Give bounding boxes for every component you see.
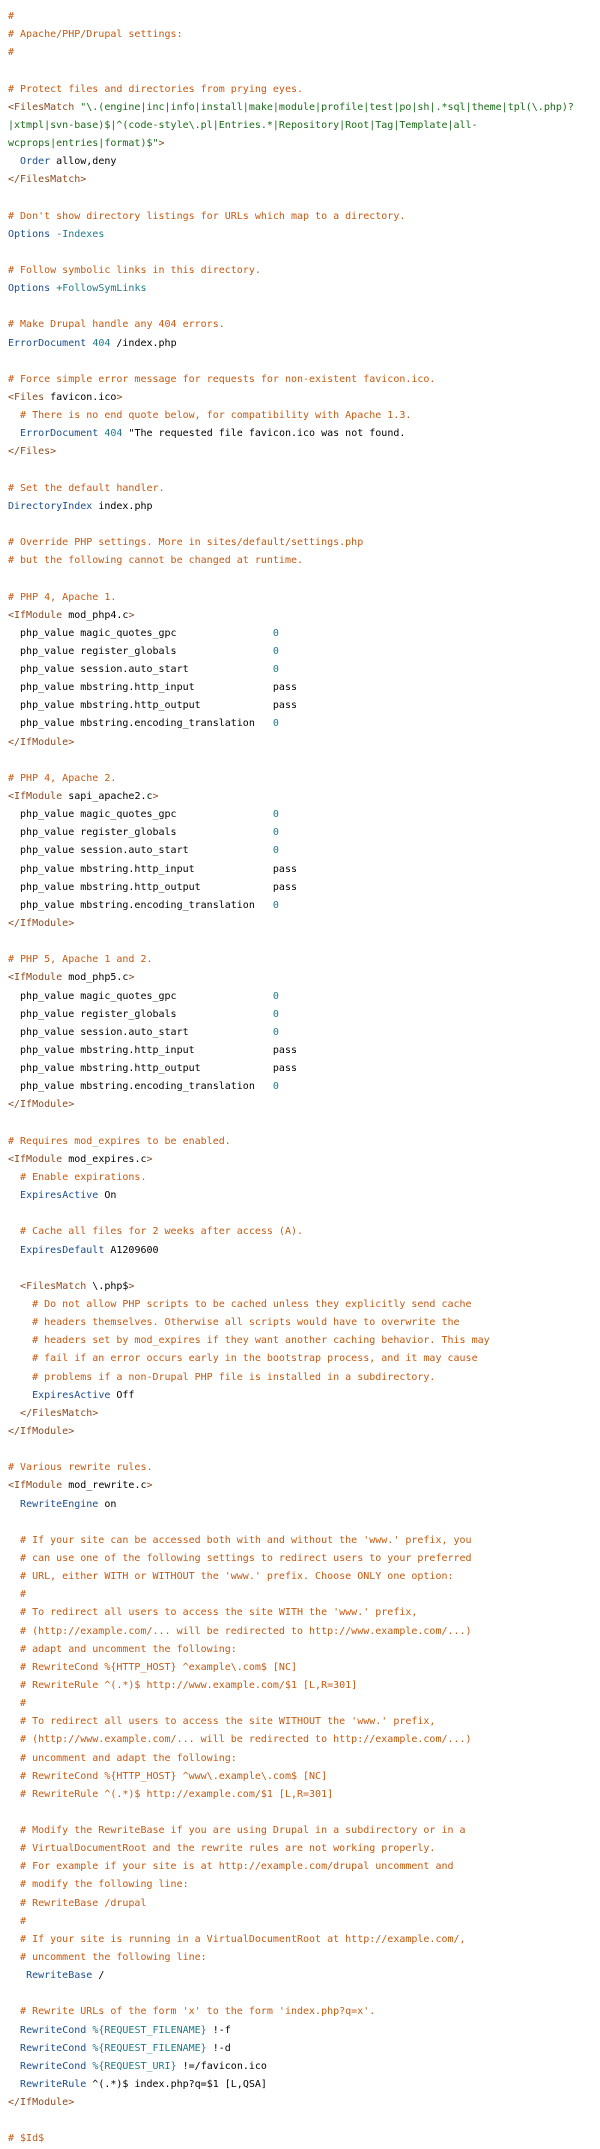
code-text bbox=[8, 2079, 20, 2090]
code-text: php_value mbstring.http_input pass bbox=[8, 863, 297, 875]
code-text: php_value register_globals bbox=[8, 1008, 273, 1020]
code-line bbox=[8, 1550, 592, 1568]
code-line bbox=[8, 661, 592, 679]
code-line bbox=[8, 462, 592, 480]
code-comment: # bbox=[8, 47, 15, 59]
code-line bbox=[8, 752, 592, 770]
code-line bbox=[8, 1804, 592, 1822]
code-comment: # $Id$ bbox=[8, 2133, 45, 2145]
code-line bbox=[8, 679, 592, 697]
code-line bbox=[8, 1024, 592, 1042]
code-line bbox=[8, 298, 592, 316]
code-text: A1209600 bbox=[104, 1244, 159, 1256]
code-tag: > bbox=[152, 791, 159, 803]
code-text: allow,deny bbox=[50, 156, 117, 168]
code-comment: # Make Drupal handle any 404 errors. bbox=[8, 319, 225, 331]
code-line bbox=[8, 1314, 592, 1332]
code-line bbox=[8, 1695, 592, 1713]
code-line bbox=[8, 1115, 592, 1133]
code-comment: # Don't show directory listings for URLs which map to a directory. bbox=[8, 210, 406, 222]
code-comment: # uncomment the following line: bbox=[8, 1952, 207, 1964]
code-line bbox=[8, 44, 592, 62]
code-tag: <IfModule bbox=[8, 791, 69, 803]
code-line bbox=[8, 1514, 592, 1532]
code-value: 0 bbox=[272, 1081, 279, 1093]
code-text bbox=[8, 1390, 32, 1401]
code-comment: # Enable expirations. bbox=[8, 1172, 147, 1183]
code-string: |xtmpl|svn-base)$|^(code-style\.pl|Entries.*|Repository|Root|Tag|Template|all- bbox=[8, 119, 478, 131]
code-text: / bbox=[92, 1970, 105, 1982]
code-comment: # RewriteRule ^(.*)$ http://example.com/$1 [L,R=301] bbox=[8, 1788, 334, 1800]
code-comment: # RewriteCond %{HTTP_HOST} ^www\.example\.com$ [NC] bbox=[8, 1770, 328, 1782]
code-directive: RewriteBase bbox=[26, 1970, 93, 1982]
code-line bbox=[8, 1623, 592, 1641]
code-line bbox=[8, 625, 592, 643]
code-text: php_value magic_quotes_gpc bbox=[8, 627, 273, 639]
code-text: php_value mbstring.encoding_translation bbox=[8, 899, 273, 911]
code-comment: # Various rewrite rules. bbox=[8, 1462, 153, 1474]
code-line bbox=[8, 643, 592, 661]
code-line bbox=[8, 1786, 592, 1804]
code-line bbox=[8, 1151, 592, 1169]
code-value: -Indexes bbox=[56, 228, 105, 240]
code-line bbox=[8, 1604, 592, 1622]
code-text: php_value session.auto_start bbox=[8, 1026, 273, 1038]
code-comment: # VirtualDocumentRoot and the rewrite rules are not working properly. bbox=[8, 1843, 436, 1855]
code-value: 0 bbox=[272, 899, 279, 911]
code-comment: # For example if your site is at http://example.com/drupal uncomment and bbox=[8, 1861, 454, 1873]
code-tag: </IfModule> bbox=[8, 918, 75, 930]
code-line bbox=[8, 425, 592, 443]
code-value: 0 bbox=[272, 645, 279, 657]
code-comment: # bbox=[8, 1915, 27, 1927]
code-comment: # Protect files and directories from prying eyes. bbox=[8, 83, 304, 95]
code-comment: # problems if a non-Drupal PHP file is installed in a subdirectory. bbox=[8, 1371, 436, 1383]
code-line bbox=[8, 1931, 592, 1949]
code-value: 404 bbox=[92, 337, 111, 349]
code-text: On bbox=[98, 1190, 117, 1202]
code-comment: # adapt and uncomment the following: bbox=[8, 1643, 237, 1655]
code-directive: RewriteCond bbox=[20, 2024, 87, 2036]
code-line bbox=[8, 1169, 592, 1187]
code-line bbox=[8, 988, 592, 1006]
code-tag: <Files bbox=[8, 391, 51, 403]
code-text: "The requested file favicon.ico was not found. bbox=[122, 428, 406, 440]
code-line bbox=[8, 316, 592, 334]
code-line bbox=[8, 2112, 592, 2130]
code-comment: # (http://example.com/... will be redirected to http://www.example.com/...) bbox=[8, 1625, 472, 1637]
code-text bbox=[8, 2043, 20, 2054]
code-directive: ExpiresActive bbox=[32, 1389, 111, 1401]
code-value: %{REQUEST_FILENAME} bbox=[92, 2042, 207, 2054]
code-value: 0 bbox=[272, 1026, 279, 1038]
code-text: php_value register_globals bbox=[8, 645, 273, 657]
code-directive: RewriteCond bbox=[20, 2042, 87, 2054]
code-line bbox=[8, 1459, 592, 1477]
code-value: 0 bbox=[272, 627, 279, 639]
code-line bbox=[8, 8, 592, 26]
code-text bbox=[8, 1970, 26, 1981]
code-comment: # Set the default handler. bbox=[8, 482, 165, 494]
code-directive: Options bbox=[8, 283, 51, 295]
code-text: php_value mbstring.encoding_translation bbox=[8, 1081, 273, 1093]
code-value: %{REQUEST_URI} bbox=[92, 2060, 177, 2072]
code-line bbox=[8, 1496, 592, 1514]
code-line bbox=[8, 244, 592, 262]
code-directive: ExpiresActive bbox=[20, 1190, 99, 1202]
code-line bbox=[8, 1060, 592, 1078]
code-comment: # headers set by mod_expires if they want another caching behavior. This may bbox=[8, 1335, 490, 1347]
code-comment: # Requires mod_expires to be enabled. bbox=[8, 1135, 231, 1147]
code-tag: <IfModule bbox=[8, 972, 69, 984]
code-line bbox=[8, 1677, 592, 1695]
code-line bbox=[8, 951, 592, 969]
code-line bbox=[8, 1441, 592, 1459]
code-value: 0 bbox=[272, 990, 279, 1002]
code-value: 0 bbox=[272, 827, 279, 839]
code-text bbox=[8, 1190, 20, 1201]
code-text: !-f bbox=[206, 2024, 231, 2036]
code-text: on bbox=[98, 1498, 117, 1510]
code-tag: </Files> bbox=[8, 446, 57, 458]
code-text bbox=[8, 2061, 20, 2072]
code-line bbox=[8, 2040, 592, 2058]
code-line bbox=[8, 2076, 592, 2094]
code-line bbox=[8, 1913, 592, 1931]
code-value: 0 bbox=[272, 845, 279, 857]
code-tag: </IfModule> bbox=[8, 1099, 75, 1111]
code-line bbox=[8, 2022, 592, 2040]
code-line bbox=[8, 280, 592, 298]
code-tag: </FilesMatch> bbox=[20, 1407, 99, 1419]
code-tag: > bbox=[128, 1280, 135, 1292]
code-directive: ErrorDocument bbox=[8, 337, 87, 349]
code-line bbox=[8, 226, 592, 244]
code-comment: # headers themselves. Otherwise all scripts would have to overwrite the bbox=[8, 1317, 460, 1329]
code-directive: DirectoryIndex bbox=[8, 500, 93, 512]
code-value: 0 bbox=[272, 1008, 279, 1020]
code-line bbox=[8, 806, 592, 824]
code-tag: </FilesMatch> bbox=[8, 174, 87, 186]
code-tag: <FilesMatch bbox=[8, 101, 81, 113]
code-comment: # Apache/PHP/Drupal settings: bbox=[8, 29, 183, 41]
code-comment: # PHP 4, Apache 1. bbox=[8, 591, 117, 603]
code-comment: # To redirect all users to access the site WITHOUT the 'www.' prefix, bbox=[8, 1716, 436, 1728]
code-line bbox=[8, 153, 592, 171]
code-line bbox=[8, 353, 592, 371]
code-comment: # (http://www.example.com/... will be redirected to http://example.com/...) bbox=[8, 1734, 472, 1746]
code-line bbox=[8, 389, 592, 407]
code-text: php_value mbstring.http_output pass bbox=[8, 881, 297, 893]
code-text bbox=[8, 1245, 20, 1256]
code-text: favicon.ico bbox=[50, 391, 117, 403]
code-line bbox=[8, 335, 592, 353]
code-line bbox=[8, 171, 592, 189]
code-line bbox=[8, 1187, 592, 1205]
code-directive: RewriteCond bbox=[20, 2060, 87, 2072]
code-text bbox=[8, 1281, 20, 1292]
code-line bbox=[8, 969, 592, 987]
code-text: php_value mbstring.encoding_translation bbox=[8, 718, 273, 730]
code-line bbox=[8, 734, 592, 752]
code-directive: ErrorDocument bbox=[20, 428, 99, 440]
code-comment: # Cache all files for 2 weeks after access (A). bbox=[8, 1226, 304, 1238]
code-directive: ExpiresDefault bbox=[20, 1244, 105, 1256]
code-string: "\.(engine|inc|info|install|make|module|profile|test|po|sh|.*sql|theme|tpl(\.php)? bbox=[80, 101, 574, 113]
code-line bbox=[8, 1985, 592, 2003]
code-comment: # PHP 5, Apache 1 and 2. bbox=[8, 954, 153, 966]
code-text: !=/favicon.ico bbox=[176, 2060, 267, 2072]
code-text: php_value session.auto_start bbox=[8, 845, 273, 857]
code-line bbox=[8, 262, 592, 280]
code-tag: <FilesMatch bbox=[20, 1280, 93, 1292]
code-line bbox=[8, 1586, 592, 1604]
code-tag: <IfModule bbox=[8, 1153, 69, 1165]
code-text bbox=[8, 428, 20, 439]
code-comment: # URL, either WITH or WITHOUT the 'www.' prefix. Choose ONLY one option: bbox=[8, 1571, 454, 1583]
code-string: wcprops|entries|format)$" bbox=[8, 137, 159, 149]
code-line bbox=[8, 1822, 592, 1840]
code-text: mod_php4.c bbox=[68, 609, 129, 621]
code-tag: </IfModule> bbox=[8, 2097, 75, 2109]
code-line bbox=[8, 99, 592, 117]
code-line bbox=[8, 842, 592, 860]
code-text: php_value magic_quotes_gpc bbox=[8, 990, 273, 1002]
code-comment: # fail if an error occurs early in the bootstrap process, and it may cause bbox=[8, 1353, 478, 1365]
code-text: php_value mbstring.http_output pass bbox=[8, 1063, 297, 1075]
code-comment: # Follow symbolic links in this directory. bbox=[8, 264, 261, 276]
code-line bbox=[8, 697, 592, 715]
code-line bbox=[8, 1296, 592, 1314]
code-comment: # Do not allow PHP scripts to be cached unless they explicitly send cache bbox=[8, 1298, 472, 1310]
code-text: php_value magic_quotes_gpc bbox=[8, 809, 273, 821]
code-text: mod_php5.c bbox=[68, 972, 129, 984]
code-tag: > bbox=[146, 1153, 153, 1165]
code-comment: # bbox=[8, 1589, 27, 1601]
code-line bbox=[8, 189, 592, 207]
code-line bbox=[8, 1369, 592, 1387]
code-text: /index.php bbox=[110, 337, 177, 349]
code-line bbox=[8, 1042, 592, 1060]
code-comment: # Override PHP settings. More in sites/default/settings.php bbox=[8, 537, 364, 549]
code-text bbox=[8, 2025, 20, 2036]
code-line bbox=[8, 1133, 592, 1151]
code-tag: > bbox=[128, 972, 135, 984]
code-value: %{REQUEST_FILENAME} bbox=[92, 2024, 207, 2036]
code-line bbox=[8, 1423, 592, 1441]
code-comment: # RewriteRule ^(.*)$ http://www.example.com/$1 [L,R=301] bbox=[8, 1679, 358, 1691]
code-line bbox=[8, 715, 592, 733]
code-line bbox=[8, 480, 592, 498]
code-comment: # RewriteBase /drupal bbox=[8, 1897, 147, 1909]
code-comment: # bbox=[8, 1698, 27, 1710]
code-text: mod_expires.c bbox=[68, 1153, 147, 1165]
code-text: php_value session.auto_start bbox=[8, 664, 273, 676]
code-text: php_value mbstring.http_output pass bbox=[8, 700, 297, 712]
code-line bbox=[8, 879, 592, 897]
code-line bbox=[8, 1477, 592, 1495]
code-line bbox=[8, 570, 592, 588]
code-comment: # PHP 4, Apache 2. bbox=[8, 772, 117, 784]
code-text: index.php bbox=[92, 500, 153, 512]
code-text: php_value register_globals bbox=[8, 827, 273, 839]
code-line bbox=[8, 371, 592, 389]
code-text bbox=[8, 1499, 20, 1510]
code-text: \.php$ bbox=[92, 1280, 129, 1292]
code-line bbox=[8, 770, 592, 788]
code-value: 0 bbox=[272, 718, 279, 730]
code-line bbox=[8, 407, 592, 425]
code-line bbox=[8, 1278, 592, 1296]
code-line bbox=[8, 1350, 592, 1368]
code-line bbox=[8, 1006, 592, 1024]
code-text: sapi_apache2.c bbox=[68, 791, 153, 803]
code-line bbox=[8, 1405, 592, 1423]
code-text: php_value mbstring.http_input pass bbox=[8, 682, 297, 694]
code-value: 0 bbox=[272, 809, 279, 821]
code-text: ^(.*)$ index.php?q=$1 [L,QSA] bbox=[86, 2079, 267, 2091]
code-line bbox=[8, 1260, 592, 1278]
code-comment: # uncomment and adapt the following: bbox=[8, 1752, 237, 1764]
code-comment: # There is no end quote below, for compatibility with Apache 1.3. bbox=[8, 410, 412, 422]
code-line bbox=[8, 1078, 592, 1096]
code-line bbox=[8, 534, 592, 552]
code-line bbox=[8, 1532, 592, 1550]
code-line bbox=[8, 2003, 592, 2021]
code-line bbox=[8, 26, 592, 44]
code-line bbox=[8, 135, 592, 153]
code-comment: # Force simple error message for requests for non-existent favicon.ico. bbox=[8, 373, 436, 385]
code-line bbox=[8, 897, 592, 915]
code-line bbox=[8, 1096, 592, 1114]
code-tag: > bbox=[146, 1480, 153, 1492]
code-directive: RewriteEngine bbox=[20, 1498, 99, 1510]
code-line bbox=[8, 607, 592, 625]
code-tag: > bbox=[116, 391, 123, 403]
code-line bbox=[8, 117, 592, 135]
code-line bbox=[8, 498, 592, 516]
code-line bbox=[8, 1205, 592, 1223]
code-comment: # but the following cannot be changed at runtime. bbox=[8, 555, 304, 567]
code-tag: > bbox=[128, 609, 135, 621]
code-line bbox=[8, 1858, 592, 1876]
code-comment: # bbox=[8, 11, 15, 22]
code-line bbox=[8, 1895, 592, 1913]
code-comment: # RewriteCond %{HTTP_HOST} ^example\.com$ [NC] bbox=[8, 1661, 297, 1673]
code-directive: RewriteRule bbox=[20, 2079, 87, 2091]
code-comment: # If your site is running in a VirtualDocumentRoot at http://example.com/, bbox=[8, 1933, 466, 1945]
code-text bbox=[8, 156, 20, 167]
code-text: Off bbox=[110, 1389, 135, 1401]
code-line bbox=[8, 788, 592, 806]
code-line bbox=[8, 516, 592, 534]
code-value: 0 bbox=[272, 664, 279, 676]
code-line bbox=[8, 443, 592, 461]
code-text: mod_rewrite.c bbox=[68, 1480, 147, 1492]
code-line bbox=[8, 1713, 592, 1731]
code-comment: # If your site can be accessed both with and without the 'www.' prefix, you bbox=[8, 1534, 472, 1546]
code-line bbox=[8, 1223, 592, 1241]
code-line bbox=[8, 915, 592, 933]
code-text bbox=[8, 1408, 20, 1419]
code-line bbox=[8, 1840, 592, 1858]
code-line bbox=[8, 2058, 592, 2076]
code-comment: # Rewrite URLs of the form 'x' to the form 'index.php?q=x'. bbox=[8, 2006, 376, 2018]
code-line bbox=[8, 1731, 592, 1749]
code-text: php_value mbstring.http_input pass bbox=[8, 1045, 297, 1057]
code-directive: Order bbox=[20, 156, 51, 168]
code-tag: </IfModule> bbox=[8, 736, 75, 748]
code-line bbox=[8, 1876, 592, 1894]
code-comment: # To redirect all users to access the site WITH the 'www.' prefix, bbox=[8, 1607, 418, 1619]
code-line bbox=[8, 2094, 592, 2112]
code-tag: > bbox=[158, 137, 165, 149]
code-line bbox=[8, 1332, 592, 1350]
code-value: +FollowSymLinks bbox=[56, 283, 147, 295]
code-tag: <IfModule bbox=[8, 609, 69, 621]
code-line bbox=[8, 933, 592, 951]
code-line bbox=[8, 552, 592, 570]
code-comment: # Modify the RewriteBase if you are using Drupal in a subdirectory or in a bbox=[8, 1825, 466, 1837]
code-directive: Options bbox=[8, 228, 51, 240]
code-line bbox=[8, 1242, 592, 1260]
code-line bbox=[8, 1568, 592, 1586]
code-line bbox=[8, 824, 592, 842]
code-tag: </IfModule> bbox=[8, 1425, 75, 1437]
code-tag: <IfModule bbox=[8, 1480, 69, 1492]
code-line bbox=[8, 1641, 592, 1659]
code-line bbox=[8, 1949, 592, 1967]
code-comment: # modify the following line: bbox=[8, 1879, 189, 1891]
code-line bbox=[8, 81, 592, 99]
code-line bbox=[8, 208, 592, 226]
code-line bbox=[8, 1659, 592, 1677]
code-line bbox=[8, 861, 592, 879]
code-line bbox=[8, 1967, 592, 1985]
code-line bbox=[8, 1387, 592, 1405]
code-text: !-d bbox=[206, 2042, 231, 2054]
code-line bbox=[8, 589, 592, 607]
code-line bbox=[8, 1750, 592, 1768]
code-comment: # can use one of the following settings to redirect users to your preferred bbox=[8, 1552, 472, 1564]
code-line bbox=[8, 1768, 592, 1786]
code-line bbox=[8, 62, 592, 80]
code-value: 404 bbox=[104, 428, 123, 440]
